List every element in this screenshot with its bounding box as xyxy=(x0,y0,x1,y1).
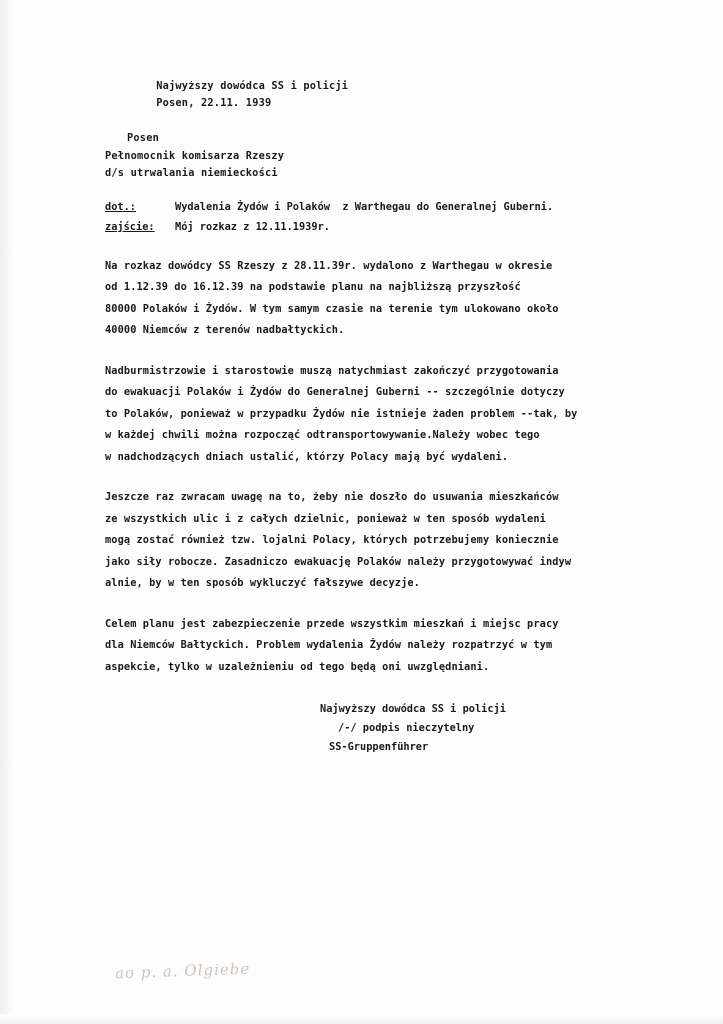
subject-label-zajscie: zajście: xyxy=(105,220,155,233)
subject-text-zajscie: Mój rozkaz z 12.11.1939r. xyxy=(175,220,330,233)
paragraph-line: dla Niemców Bałtyckich. Problem wydalenia Żydów należy rozpatrzyć w tym xyxy=(105,639,553,651)
subject-text-dot: Wydalenia Żydów i Polaków z Warthegau do Generalnej Guberni. xyxy=(175,200,554,213)
paragraph-line: do ewakuacji Polaków i Żydów do Generalnej Guberni -- szczególnie dotyczy xyxy=(105,386,565,398)
signature-illegible: /-/ podpis nieczytelny xyxy=(338,722,475,734)
paragraph-3 xyxy=(105,487,625,595)
paragraph-line: Celem planu jest zabezpieczenie przede wszystkim mieszkań i miejsc pracy xyxy=(105,617,559,630)
paragraph-1 xyxy=(105,256,625,342)
signature-block xyxy=(320,700,625,757)
paragraph-line: mogą zostać również tzw. lojalni Polacy, których potrzebujemy koniecznie xyxy=(105,534,559,546)
letterhead-city: Posen xyxy=(127,132,159,144)
subject-label-dot: dot.: xyxy=(105,200,136,213)
signature-rank: SS-Gruppenführer xyxy=(329,741,429,753)
paragraph-2 xyxy=(105,361,625,469)
paragraph-line: aspekcie, tylko w uzależnieniu od tego będą oni uwzględniani. xyxy=(105,660,490,673)
subject-row-zajscie xyxy=(105,217,625,237)
paragraph-line: od 1.12.39 do 16.12.39 na podstawie planu na najbliższą przyszłość xyxy=(105,281,521,293)
subject-row-dot xyxy=(105,197,625,217)
issuing-authority: Najwyższy dowódca SS i policji xyxy=(156,79,349,92)
paragraph-line: 40000 Niemców z terenów nadbałtyckich. xyxy=(105,324,345,336)
paragraph-line: alnie, by w ten sposób wykluczyć fałszywe decyzje. xyxy=(105,577,420,589)
letterhead-line-1 xyxy=(105,60,625,130)
paragraph-4 xyxy=(105,614,625,679)
paragraph-line: to Polaków, ponieważ w przypadku Żydów nie istnieje żaden problem --tak, by xyxy=(105,407,578,420)
paragraph-line: w każdej chwili można rozpocząć odtransportowywanie.Należy wobec tego xyxy=(105,429,540,441)
paragraph-line: Nadburmistrzowie i starostowie muszą natychmiast zakończyć przygotowania xyxy=(105,364,559,377)
document-content xyxy=(105,60,625,757)
paragraph-line: 80000 Polaków i Żydów. W tym samym czasie na terenie tym ulokowano około xyxy=(105,302,559,315)
place-and-date: Posen, 22.11. 1939 xyxy=(156,97,272,109)
page-edge-shadow-left xyxy=(0,0,16,1024)
paragraph-line: jako siły robocze. Zasadniczo ewakuację Polaków należy przygotowywać indyw xyxy=(105,555,572,568)
letterhead xyxy=(105,60,625,183)
page-edge-shadow-bottom xyxy=(0,1014,723,1024)
letterhead-line-3: Pełnomocnik komisarza Rzeszy xyxy=(105,149,285,162)
signature-title: Najwyższy dowódca SS i policji xyxy=(320,703,506,715)
paragraph-line: w nadchodzących dniach ustalić, którzy Polacy mają być wydaleni. xyxy=(105,450,509,463)
paragraph-line: ze wszystkich ulic i z całych dzielnic, ponieważ w ten sposób wydaleni xyxy=(105,512,546,525)
handwritten-margin-note: ao p. a. Olgiebe xyxy=(114,959,251,983)
paragraph-line: Na rozkaz dowódcy SS Rzeszy z 28.11.39r. wydalono z Warthegau w okresie xyxy=(105,259,553,272)
subject-block xyxy=(105,197,625,237)
letterhead-line-4: d/s utrwalania niemieckości xyxy=(105,167,278,179)
paragraph-line: Jeszcze raz zwracam uwagę na to, żeby nie doszło do usuwania mieszkańców xyxy=(105,491,559,503)
